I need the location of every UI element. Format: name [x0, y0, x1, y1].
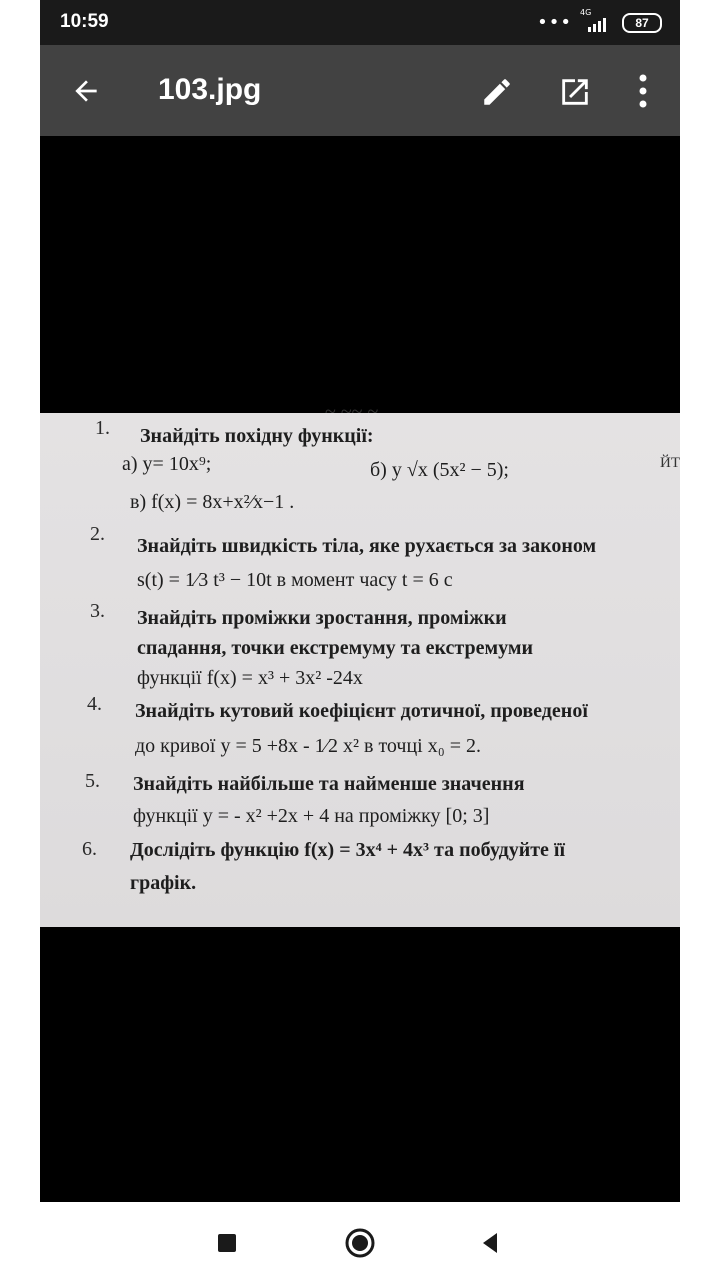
battery-icon: 87 [622, 13, 662, 33]
task-1-number: 1. [95, 417, 110, 439]
phone-screen [40, 0, 680, 1202]
task-5-line-2: функції y = - x² +2x + 4 на проміжку [0; 3] [133, 805, 490, 827]
more-vert-icon[interactable] [633, 73, 653, 109]
task-6-line-2: графік. [130, 872, 197, 894]
task-2-line-1: Знайдіть швидкість тіла, яке рухається за законом [137, 535, 597, 557]
photo-image [40, 401, 680, 927]
task-6-number: 6. [82, 838, 97, 860]
task-1-line-1: Знайдіть похідну функції: [140, 425, 374, 447]
home-circle-icon[interactable] [345, 1228, 375, 1258]
open-external-icon[interactable] [558, 75, 592, 109]
app-bar [40, 45, 680, 136]
task-3-line-2: спадання, точки екстремуму та екстремуми [137, 637, 534, 659]
back-arrow-icon[interactable] [70, 75, 102, 107]
status-icons [537, 8, 662, 34]
photo-top-cut-text: ~ ~~ ~ [325, 401, 379, 423]
file-title: 103.jpg [158, 73, 262, 106]
status-bar [40, 0, 680, 45]
navigation-bar [0, 1202, 720, 1280]
task-1-line-2: а) y= 10x⁹; [122, 453, 212, 475]
task-1-line-3: б) у √x (5x² − 5); [370, 459, 509, 481]
task-2-line-2: s(t) = 1⁄3 t³ − 10t в момент часу t = 6 с [137, 569, 453, 591]
task-1-line-4: в) f(x) = 8x+x²⁄x−1 . [130, 491, 295, 513]
back-triangle-icon[interactable] [475, 1228, 505, 1258]
network-type-label: 4G [580, 8, 592, 17]
task-2-number: 2. [90, 523, 105, 545]
recents-square-icon[interactable] [212, 1228, 242, 1258]
photo-side-fragment: ЙТ [660, 455, 680, 471]
task-4-number: 4. [87, 693, 102, 715]
task-4-line-2: до кривої y = 5 +8x - 1⁄2 x² в точці x₀ = 2. [135, 735, 481, 757]
task-3-number: 3. [90, 600, 105, 622]
status-time: 10:59 [60, 11, 109, 32]
task-3-line-3: функції f(x) = x³ + 3x² -24x [137, 667, 363, 689]
task-5-number: 5. [85, 770, 100, 792]
task-4-line-1: Знайдіть кутовий коефіцієнт дотичної, проведеної [135, 700, 588, 722]
edit-pencil-icon[interactable] [480, 75, 514, 109]
task-3-line-1: Знайдіть проміжки зростання, проміжки [137, 607, 507, 629]
task-5-line-1: Знайдіть найбільше та найменше значення [133, 773, 525, 795]
signal-icon [580, 8, 614, 34]
notification-dots-icon: ••• [537, 12, 572, 33]
task-6-line-1: Дослідіть функцію f(x) = 3x⁴ + 4x³ та побудуйте її [130, 839, 566, 861]
